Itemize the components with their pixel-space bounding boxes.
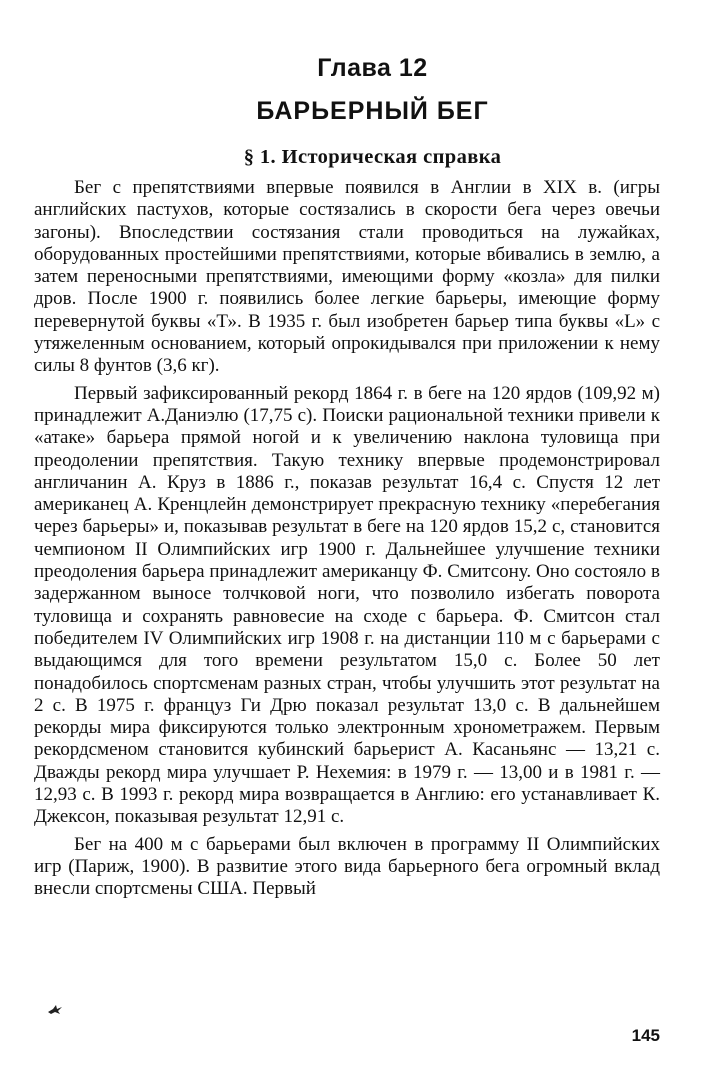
page-number: 145 xyxy=(631,1026,660,1045)
chapter-label: Глава 12 xyxy=(317,54,428,82)
ink-speck-mark xyxy=(46,1003,64,1015)
chapter-title: БАРЬЕРНЫЙ БЕГ xyxy=(256,97,489,125)
body-text xyxy=(34,177,660,906)
paragraph-records: Первый зафиксированный рекорд 1864 г. в беге на 120 ярдов (109,92 м) принадлежит А.Даниэлю (17,75 с). Поиски рациональной техники привели к «атаке» барьера прямой ногой и к увеличению наклона туловища при преодолении препятствия. Такую технику впервые продемонстрировал англичанин А. Круз в 1886 г., показав результат 16,4 с. Спустя 12 лет американец А. Кренцлейн демонстрирует прекрасную технику «перебегания через барьеры» и, показывав результат в беге на 120 ярдов 15,2 с, становится чемпионом II Олимпийских игр 1900 г. Дальнейшее улучшение техники преодоления барьера принадлежит американцу Ф. Смитсону. Оно состояло в задержанном выносе толчковой ноги, что позволило избегать поворота туловища и сохранять равновесие на сходе с барьера. Ф. Смитсон стал победителем IV Олимпийских игр 1908 г. на дистанции 110 м с барьерами с выдающимся для того времени результатом 15,0 с. Более 50 лет понадобилось спортсменам разных стран, чтобы улучшить этот результат на 2 с. В 1975 г. француз Ги Дрю показал результат 13,0 с. В дальнейшем рекорды мира фиксируются только электронным хронометражем. Первым рекордсменом становится кубинский барьерист А. Касаньянс — 13,21 с. Дважды рекорд мира улучшает Р. Нехемия: в 1979 г. — 13,00 и в 1981 г. — 12,93 с. В 1993 г. рекорд мира возвращается в Англию: его устанавливает К. Джексон, показывая результат 12,91 с. xyxy=(34,382,660,828)
section-title: § 1. Историческая справка xyxy=(243,146,502,168)
paragraph-history: Бег с препятствиями впервые появился в Англии в XIX в. (игры английских пастухов, которые состязались в скорости бега через овечьи загоны). Впоследствии состязания стали проводиться на лужайках, оборудованных простейшими препятствиями, которые вбивались в землю, а затем переносными препятствиями, имеющими форму «козла» для пилки дров. После 1900 г. появились более легкие барьеры, имеющие форму перевернутой буквы «Т». В 1935 г. был изобретен барьер типа буквы «L» с утяжеленным основанием, который опрокидывался при приложении к нему силы 8 фунтов (3,6 кг). xyxy=(34,177,660,377)
paragraph-400m: Бег на 400 м с барьерами был включен в программу II Олимпийских игр (Париж, 1900). В развитие этого вида барьерного бега огромный вклад внесли спортсмены США. Первый xyxy=(34,833,660,900)
